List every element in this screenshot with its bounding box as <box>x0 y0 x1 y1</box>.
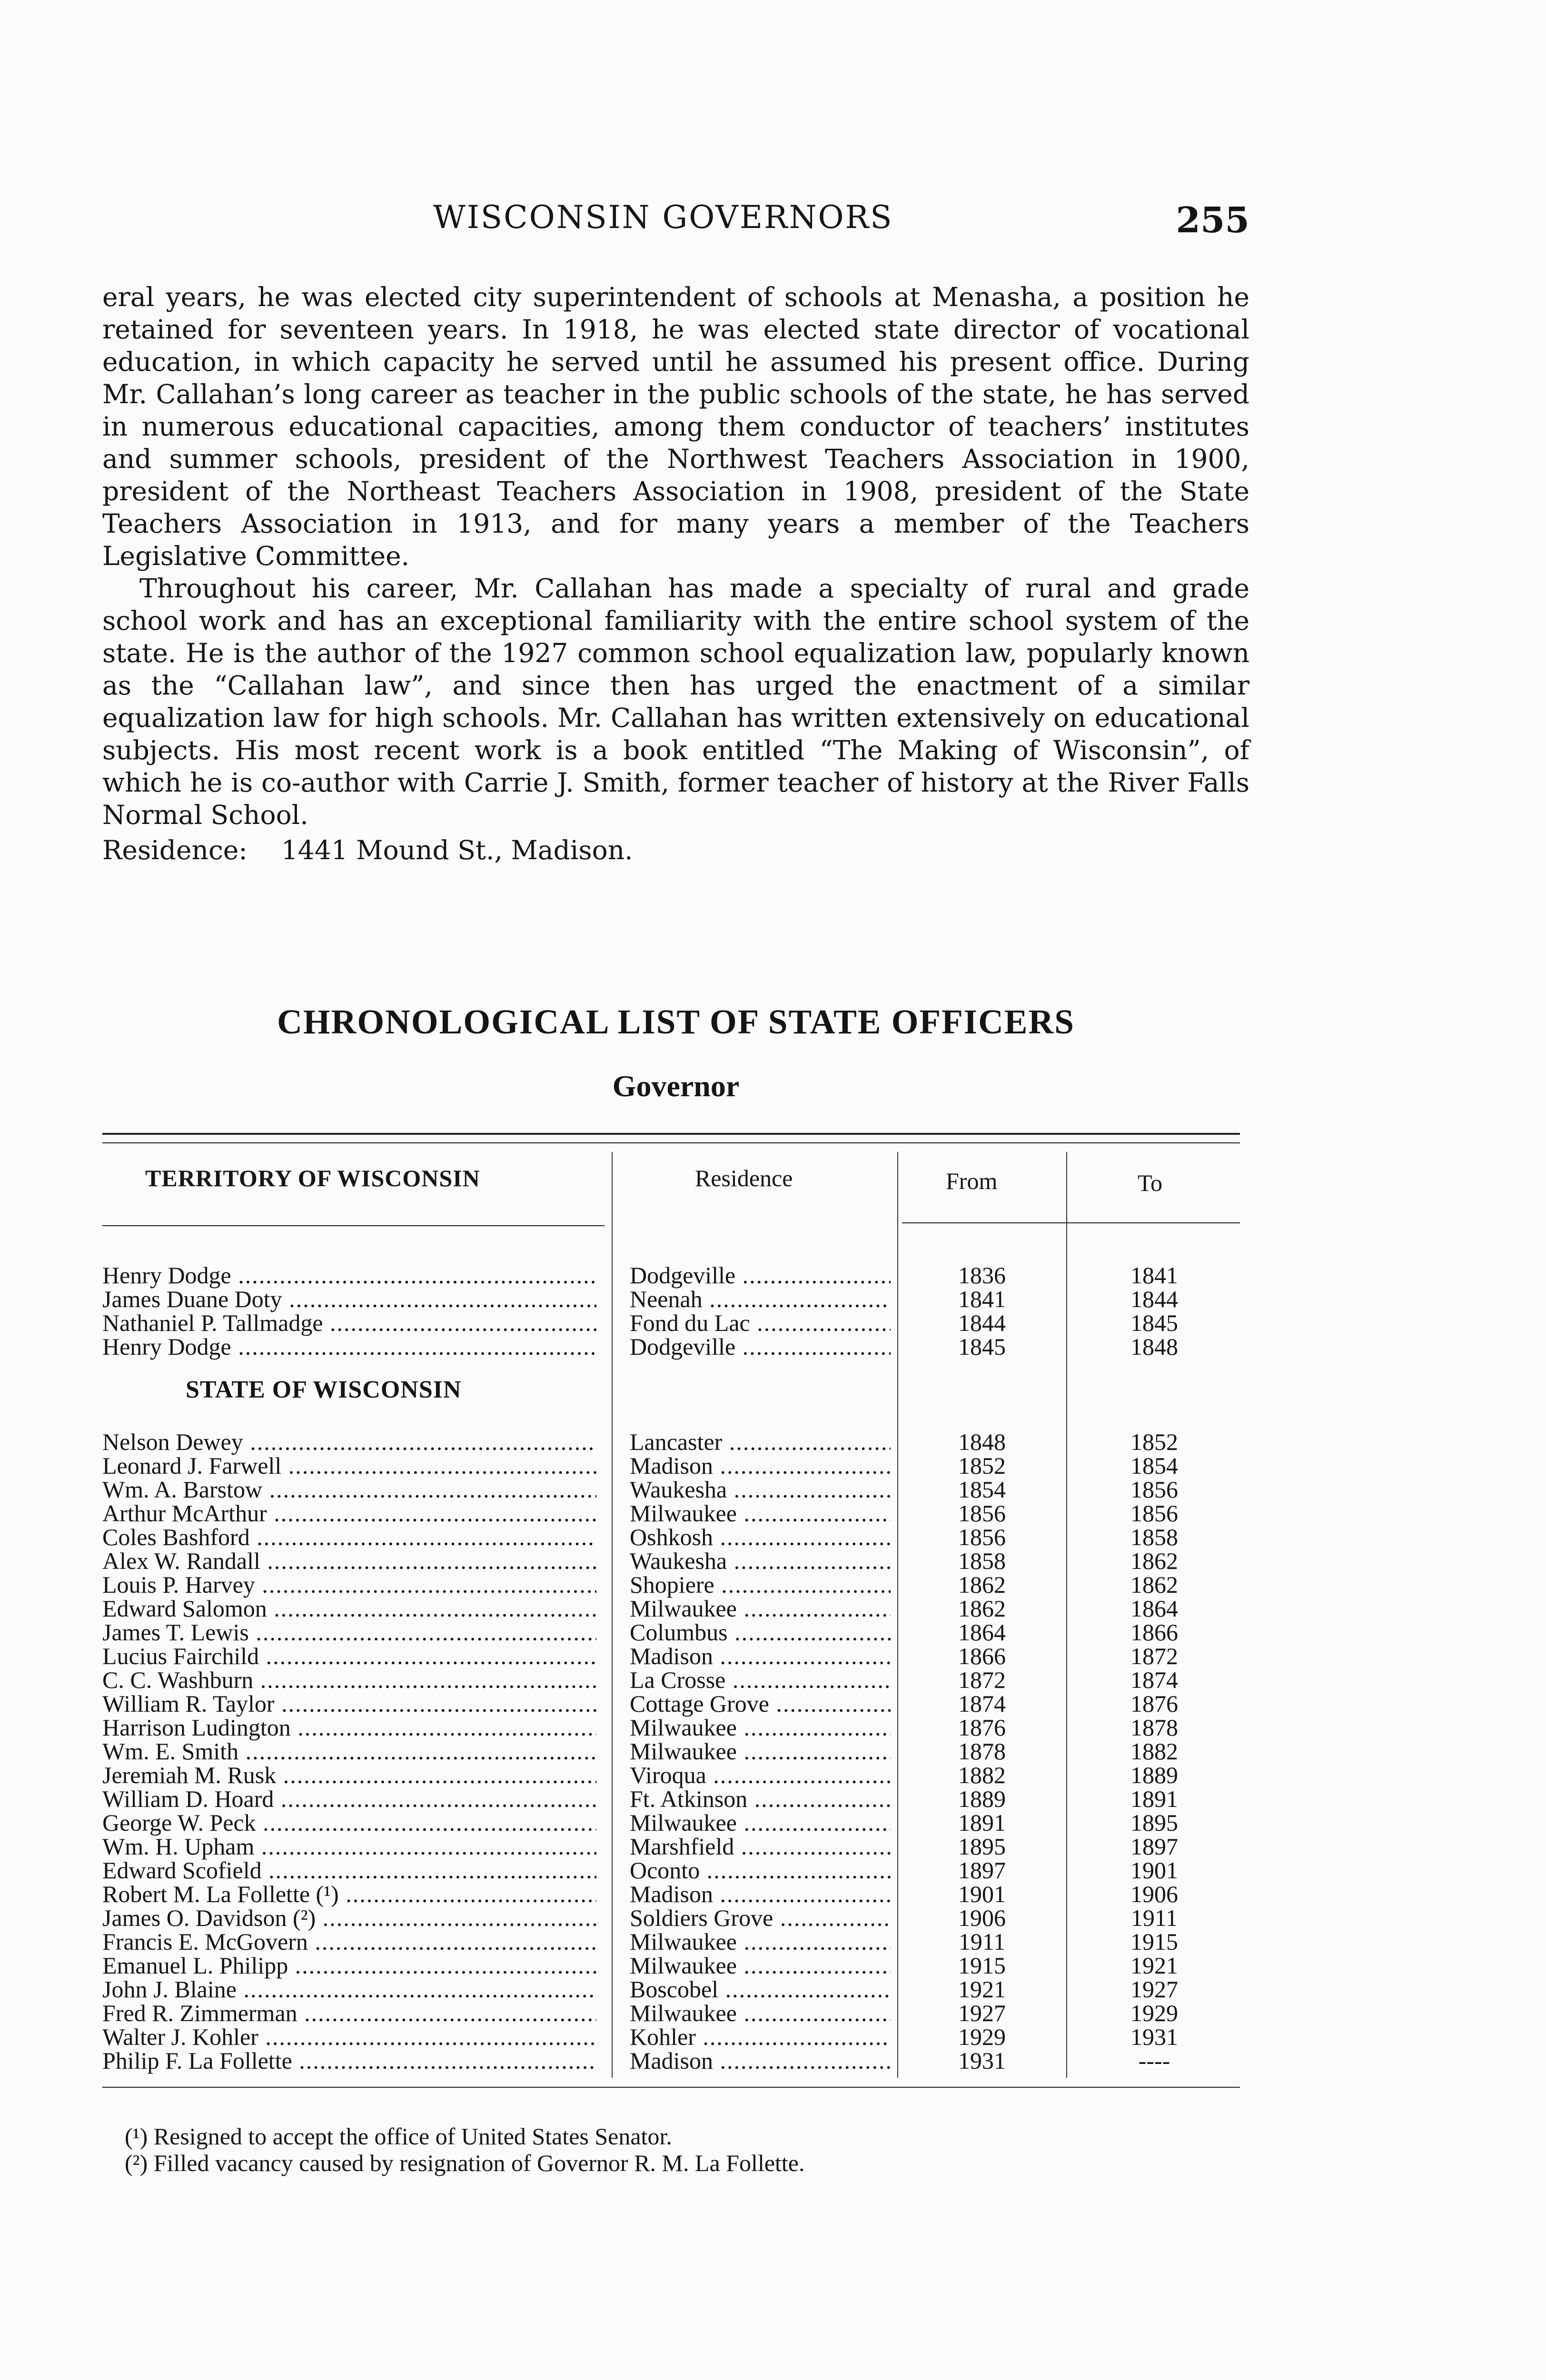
office-title: Governor <box>612 1069 740 1103</box>
from-year: 1901 <box>958 1881 1006 1907</box>
residence-value: 1441 Mound St., Madison. <box>281 835 633 865</box>
header-to: To <box>1138 1170 1163 1196</box>
residence-cell: Milwaukee ..... <box>630 1595 891 1622</box>
governor-name: James O. Davidson (²) ..... <box>102 1904 596 1932</box>
footnote-2 <box>125 2150 1172 2176</box>
to-year: 1931 <box>1130 2023 1178 2050</box>
to-year: 1876 <box>1130 1690 1178 1717</box>
table-row <box>102 1523 1240 1550</box>
from-year: 1874 <box>958 1690 1006 1717</box>
table-bottom-rule <box>102 2087 1240 2088</box>
to-year: 1911 <box>1130 1904 1178 1931</box>
to-year: 1856 <box>1130 1500 1178 1527</box>
biography-text <box>102 281 1249 866</box>
governor-name: Wm. H. Upham ..... <box>102 1833 596 1860</box>
residence-cell: Dodgeville ..... <box>630 1261 891 1289</box>
residence-cell: Viroqua ..... <box>630 1761 891 1789</box>
to-year: 1856 <box>1130 1476 1178 1503</box>
residence-cell: Oconto ..... <box>630 1856 891 1884</box>
from-year: 1927 <box>958 2000 1006 2026</box>
governor-name: Nathaniel P. Tallmadge ..... <box>102 1309 596 1337</box>
to-year: 1897 <box>1130 1833 1178 1860</box>
from-year: 1862 <box>958 1571 1006 1598</box>
from-year: 1862 <box>958 1595 1006 1622</box>
to-year: 1872 <box>1130 1643 1178 1669</box>
residence-cell: Ft. Atkinson ..... <box>630 1785 891 1813</box>
from-year: 1921 <box>958 1976 1006 2003</box>
governor-name: Jeremiah M. Rusk ..... <box>102 1761 596 1789</box>
governor-name: Wm. E. Smith ..... <box>102 1737 596 1765</box>
governor-name: Robert M. La Follette (¹) ..... <box>102 1880 596 1908</box>
governor-name: C. C. Washburn ..... <box>102 1666 596 1694</box>
residence-cell: Milwaukee ..... <box>630 1737 891 1765</box>
residence-cell: Columbus ..... <box>630 1618 891 1646</box>
header-residence: Residence <box>695 1165 793 1191</box>
header-underline <box>902 1222 1240 1223</box>
table-row <box>102 1666 1240 1693</box>
table-row <box>102 1785 1240 1812</box>
from-year: 1841 <box>958 1286 1006 1312</box>
to-year: 1848 <box>1130 1333 1178 1360</box>
table-row <box>102 1571 1240 1598</box>
footnote-1-text: Resigned to accept the office of United States Senator. <box>153 2123 672 2150</box>
governor-name: James Duane Doty ..... <box>102 1285 596 1313</box>
residence-cell: Waukesha ..... <box>630 1547 891 1575</box>
from-year: 1854 <box>958 1476 1006 1503</box>
governor-name: Harrison Ludington ..... <box>102 1714 596 1741</box>
from-year: 1882 <box>958 1762 1006 1788</box>
governor-name: Alex W. Randall ..... <box>102 1547 596 1575</box>
table-row <box>102 1880 1240 1907</box>
governor-name: Coles Bashford ..... <box>102 1523 596 1551</box>
footnote-2-text: Filled vacancy caused by resignation of Governor R. M. La Follette. <box>153 2150 805 2176</box>
governor-name: Fred R. Zimmerman ..... <box>102 1999 596 2027</box>
page-header <box>102 199 1249 251</box>
to-year: 1927 <box>1130 1976 1178 2003</box>
residence-cell: Madison ..... <box>630 1880 891 1908</box>
table-row <box>102 1856 1240 1884</box>
residence-cell: Dodgeville ..... <box>630 1333 891 1360</box>
from-year: 1911 <box>958 1928 1006 1955</box>
governor-name: Edward Scofield ..... <box>102 1856 596 1884</box>
to-year: 1891 <box>1130 1785 1178 1812</box>
residence-label: Residence: <box>102 835 248 865</box>
from-year: 1844 <box>958 1309 1006 1336</box>
governor-name: Arthur McArthur ..... <box>102 1499 596 1527</box>
from-year: 1845 <box>958 1333 1006 1360</box>
to-year: ---- <box>1138 2047 1170 2074</box>
table-top-rule-double <box>102 1142 1240 1143</box>
governor-name: Edward Salomon ..... <box>102 1595 596 1622</box>
table-row <box>102 1285 1240 1312</box>
residence-cell: Soldiers Grove ..... <box>630 1904 891 1932</box>
table-row <box>102 1547 1240 1574</box>
from-year: 1931 <box>958 2047 1006 2074</box>
residence-cell: Milwaukee ..... <box>630 1809 891 1836</box>
table-row <box>102 1595 1240 1622</box>
residence-line <box>102 834 1249 866</box>
table-row <box>102 1999 1240 2026</box>
residence-cell: Marshfield ..... <box>630 1833 891 1860</box>
residence-cell: Milwaukee ..... <box>630 1714 891 1741</box>
table-row <box>102 1642 1240 1669</box>
governor-name: William R. Taylor ..... <box>102 1690 596 1717</box>
table-row <box>102 1476 1240 1503</box>
header-from: From <box>946 1168 998 1194</box>
table-row <box>102 1761 1240 1788</box>
residence-cell: Cottage Grove ..... <box>630 1690 891 1717</box>
to-year: 1862 <box>1130 1547 1178 1574</box>
table-row <box>102 1690 1240 1717</box>
governor-name: James T. Lewis ..... <box>102 1618 596 1646</box>
table-row <box>102 1618 1240 1646</box>
table-row <box>102 1904 1240 1931</box>
to-year: 1901 <box>1130 1857 1178 1884</box>
table-row <box>102 1714 1240 1741</box>
from-year: 1864 <box>958 1619 1006 1646</box>
table-row <box>102 2047 1240 2074</box>
residence-cell: Milwaukee ..... <box>630 1928 891 1955</box>
table-row <box>102 1309 1240 1336</box>
residence-cell: Waukesha ..... <box>630 1476 891 1503</box>
to-year: 1921 <box>1130 1952 1178 1979</box>
from-year: 1858 <box>958 1547 1006 1574</box>
residence-cell: Madison ..... <box>630 2047 891 2074</box>
from-year: 1929 <box>958 2023 1006 2050</box>
page-number: 255 <box>1176 200 1249 241</box>
governor-name: Leonard J. Farwell ..... <box>102 1452 596 1479</box>
header-territory: TERRITORY OF WISCONSIN <box>145 1165 480 1191</box>
to-year: 1915 <box>1130 1928 1178 1955</box>
footnotes <box>125 2123 1172 2176</box>
running-title: WISCONSIN GOVERNORS <box>433 199 893 236</box>
table-row <box>102 1975 1240 2003</box>
footnote-2-mark: (²) <box>125 2150 148 2176</box>
governor-name: Philip F. La Follette ..... <box>102 2047 596 2074</box>
governor-name: Wm. A. Barstow ..... <box>102 1476 596 1503</box>
table-row <box>102 2023 1240 2050</box>
state-heading: STATE OF WISCONSIN <box>186 1376 462 1403</box>
residence-cell: Lancaster ..... <box>630 1428 891 1456</box>
from-year: 1848 <box>958 1428 1006 1455</box>
footnote-1-mark: (¹) <box>125 2123 148 2150</box>
residence-cell: La Crosse ..... <box>630 1666 891 1694</box>
table-row <box>102 1809 1240 1836</box>
table-row <box>102 1952 1240 1979</box>
to-year: 1858 <box>1130 1524 1178 1550</box>
residence-cell: Milwaukee ..... <box>630 1499 891 1527</box>
governor-name: Lucius Fairchild ..... <box>102 1642 596 1670</box>
residence-cell: Shopiere ..... <box>630 1571 891 1598</box>
to-year: 1895 <box>1130 1809 1178 1836</box>
governor-name: Louis P. Harvey ..... <box>102 1571 596 1598</box>
to-year: 1906 <box>1130 1881 1178 1907</box>
table-row <box>102 1333 1240 1360</box>
table-row <box>102 1499 1240 1527</box>
to-year: 1874 <box>1130 1666 1178 1693</box>
from-year: 1895 <box>958 1833 1006 1860</box>
table-row <box>102 1833 1240 1860</box>
governor-name: William D. Hoard ..... <box>102 1785 596 1813</box>
from-year: 1906 <box>958 1904 1006 1931</box>
governor-name: Emanuel L. Philipp ..... <box>102 1952 596 1979</box>
governor-name: John J. Blaine ..... <box>102 1975 596 2003</box>
from-year: 1876 <box>958 1714 1006 1741</box>
from-year: 1891 <box>958 1809 1006 1836</box>
footnote-1 <box>125 2123 1172 2150</box>
table-row <box>102 1452 1240 1479</box>
from-year: 1915 <box>958 1952 1006 1979</box>
table-row <box>102 1737 1240 1765</box>
residence-cell: Oshkosh ..... <box>630 1523 891 1551</box>
governor-name: Nelson Dewey ..... <box>102 1428 596 1456</box>
to-year: 1862 <box>1130 1571 1178 1598</box>
from-year: 1889 <box>958 1785 1006 1812</box>
governor-name: Henry Dodge ..... <box>102 1333 596 1360</box>
residence-cell: Boscobel ..... <box>630 1975 891 2003</box>
from-year: 1878 <box>958 1738 1006 1765</box>
table-top-rule <box>102 1133 1240 1135</box>
to-year: 1841 <box>1130 1262 1178 1289</box>
to-year: 1854 <box>1130 1452 1178 1479</box>
to-year: 1845 <box>1130 1309 1178 1336</box>
to-year: 1844 <box>1130 1286 1178 1312</box>
from-year: 1852 <box>958 1452 1006 1479</box>
residence-cell: Milwaukee ..... <box>630 1952 891 1979</box>
residence-cell: Fond du Lac ..... <box>630 1309 891 1337</box>
table-row <box>102 1428 1240 1455</box>
to-year: 1866 <box>1130 1619 1178 1646</box>
header-underline <box>102 1225 605 1226</box>
residence-cell: Madison ..... <box>630 1452 891 1479</box>
residence-cell: Kohler ..... <box>630 2023 891 2051</box>
to-year: 1864 <box>1130 1595 1178 1622</box>
table-row <box>102 1261 1240 1289</box>
from-year: 1856 <box>958 1500 1006 1527</box>
governor-name: Walter J. Kohler ..... <box>102 2023 596 2051</box>
paragraph-2: Throughout his career, Mr. Callahan has made a specialty of rural and grade school work and has an exceptional familiarity with the entire school system of the state. He is the author of the 1927 common school equalization law, popularly known as the “Callahan law”, and since then has urged the enactment of a similar equalization law for high schools. Mr. Callahan has written extensively on educational subjects. His most recent work is a book entitled “The Making of Wisconsin”, of which he is co-author with Carrie J. Smith, former teacher of history at the River Falls Normal School. <box>102 573 1249 830</box>
to-year: 1878 <box>1130 1714 1178 1741</box>
governor-name: George W. Peck ..... <box>102 1809 596 1836</box>
paragraph-1: eral years, he was elected city superintendent of schools at Menasha, a position he retained for seventeen years. In 1918, he was elected state director of vocational education, in which capacity he served until he assumed his present office. During Mr. Callahan’s long career as teacher in the public schools of the state, he has served in numerous educational capacities, among them conductor of teachers’ institutes and summer schools, president of the Northwest Teachers Association in 1900, president of the Northeast Teachers Association in 1908, president of the State Teachers Association in 1913, and for many years a member of the Teachers Legislative Committee. <box>102 282 1249 571</box>
from-year: 1836 <box>958 1262 1006 1289</box>
residence-cell: Neenah ..... <box>630 1285 891 1313</box>
to-year: 1889 <box>1130 1762 1178 1788</box>
residence-cell: Milwaukee ..... <box>630 1999 891 2027</box>
governor-name: Francis E. McGovern ..... <box>102 1928 596 1955</box>
to-year: 1882 <box>1130 1738 1178 1765</box>
from-year: 1866 <box>958 1643 1006 1669</box>
to-year: 1929 <box>1130 2000 1178 2026</box>
from-year: 1872 <box>958 1666 1006 1693</box>
residence-cell: Madison ..... <box>630 1642 891 1670</box>
to-year: 1852 <box>1130 1428 1178 1455</box>
section-title: CHRONOLOGICAL LIST OF STATE OFFICERS <box>277 1002 1075 1041</box>
from-year: 1856 <box>958 1524 1006 1550</box>
from-year: 1897 <box>958 1857 1006 1884</box>
governor-name: Henry Dodge ..... <box>102 1261 596 1289</box>
table-row <box>102 1928 1240 1955</box>
